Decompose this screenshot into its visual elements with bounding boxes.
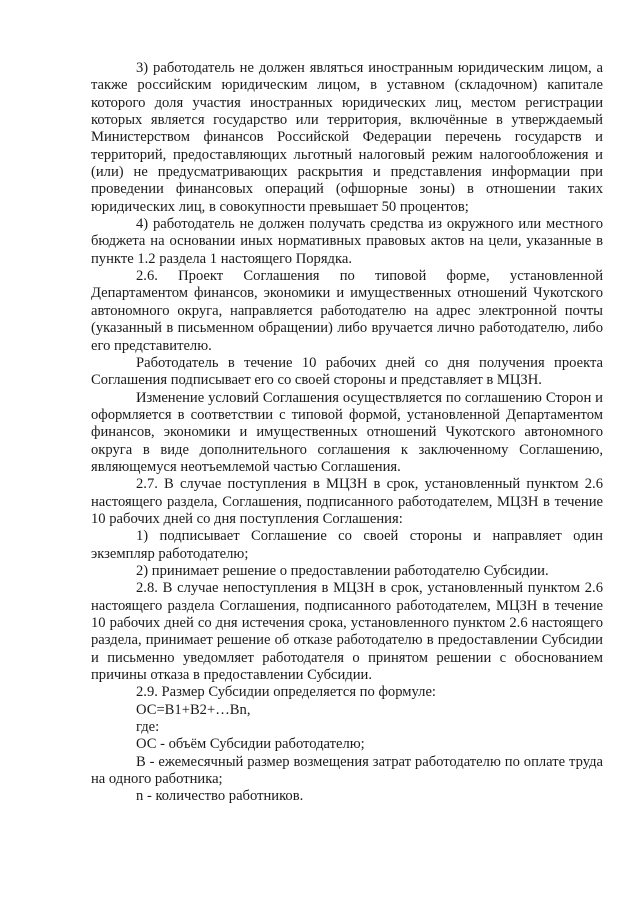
- paragraph-decision-grant: 2) принимает решение о предоставлении работодателю Субсидии.: [136, 562, 549, 579]
- formula-def-b: В - ежемесячный размер возмещения затрат работодателю по оплате труда на одного работника;: [91, 753, 603, 788]
- formula-where: где:: [136, 719, 160, 736]
- paragraph-agreement-signing: Работодатель в течение 10 рабочих дней со дня получения проекта Соглашения подписывает его со своей стороны и представляет в МЦЗН.: [91, 354, 603, 389]
- formula: ОС=В1+В2+…Вn,: [136, 701, 251, 718]
- document-page: [91, 60, 603, 806]
- paragraph-agreement-changes: Изменение условий Соглашения осуществляется по соглашению Сторон и оформляется в соответствии с типовой формой, установленной Департаментом финансов, экономики и имущественных отношений Чукотского автономного округа в виде дополнительного соглашения к заключенному Соглашению, являющемуся неотъемлемой частью Соглашения.: [91, 389, 603, 475]
- formula-def-n: n - количество работников.: [136, 788, 304, 805]
- paragraph-2-6-agreement-draft: 2.6. Проект Соглашения по типовой форме, установленной Департаментом финансов, экономики и имущественных отношений Чукотского автономного округа, направляется работодателю на адрес электронной почты (указанный в письменном обращении) либо вручается лично работодателю, либо его представителю.: [91, 268, 603, 354]
- paragraph-2-9-subsidy-size: 2.9. Размер Субсидии определяется по формуле:: [136, 684, 436, 701]
- paragraph-2-7-agreement-receipt: 2.7. В случае поступления в МЦЗН в срок, установленный пунктом 2.6 настоящего раздела, Соглашения, подписанного работодателем, МЦЗН в течение 10 рабочих дней со дня поступления Соглашения:: [91, 476, 603, 527]
- paragraph-employer-foreign-entity-condition: 3) работодатель не должен являться иностранным юридическим лицом, а также российским юридическим лицом, в уставном (складочном) капитале которого доля участия иностранных юридических лиц, местом регистрации которых является государство или территория, включённые в утверждаемый Министерством финансов Российской Федерации перечень государств и территорий, предоставляющих льготный налоговый режим налогообложения и (или) не предусматривающих раскрытия и представления информации при проведении финансовых операций (офшорные зоны) в отношении таких юридических лиц, в совокупности превышает 50 процентов;: [91, 60, 603, 215]
- paragraph-sign-and-return: 1) подписывает Соглашение со своей стороны и направляет один экземпляр работодателю;: [91, 528, 603, 562]
- paragraph-2-8-refusal: 2.8. В случае непоступления в МЦЗН в срок, установленный пунктом 2.6 настоящего раздела Соглашения, подписанного работодателем, МЦЗН в течение 10 рабочих дней со дня истечения срока, установленного пунктом 2.6 настоящего раздела, принимает решение об отказе работодателю в предоставлении Субсидии и письменно уведомляет работодателя о принятом решении с обоснованием причины отказа в предоставлении Субсидии.: [91, 580, 603, 684]
- formula-def-os: ОС - объём Субсидии работодателю;: [136, 736, 365, 753]
- paragraph-employer-budget-funds-condition: 4) работодатель не должен получать средства из окружного или местного бюджета на основании иных нормативных правовых актов на цели, указанные в пункте 1.2 раздела 1 настоящего Порядка.: [91, 216, 603, 267]
